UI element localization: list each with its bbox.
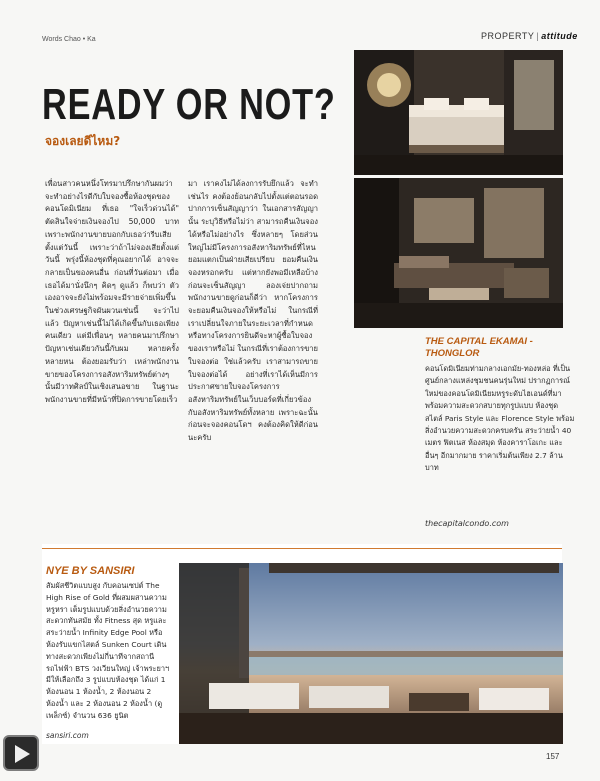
capital-caption-body: คอนโดมิเนียมท่ามกลางเอกมัย-ทองหล่อ ที่เป็นศูนย์กลางแหล่งชุมชนคนรุ่นใหม่ ปรากฏการณ์ใหม่ของคอนโดมิเนียมหรูระดับไฮเอนด์ที่มาพร้อมความสะดวกสบายทุกรูปแบบ ห้องชุดสไตล์ Paris Style และ Florence Style พร้อมสิ่งอำนวยความสะดวกครบครัน สระว่ายน้ำ 40 เมตร ฟิตเนส ห้องสมุด ห้องคาราโอเกะ และอื่นๆ อีกมากมาย ราคาเริ่มต้นเพียง 2.7 ล้านบาท — [425, 364, 575, 473]
capital-website: thecapitalcondo.com — [425, 519, 509, 528]
article-subtitle: จองเลยดีไหม? — [45, 134, 121, 148]
section-separator: | — [536, 31, 540, 41]
section-divider — [42, 548, 562, 549]
sansiri-title: NYE BY SANSIRI — [46, 565, 135, 577]
category-label: attitude — [541, 31, 578, 41]
author-credit: Words Chao • Ka — [42, 36, 96, 43]
article-title: READY OR NOT? — [42, 80, 336, 129]
section-label: PROPERTY — [481, 31, 535, 41]
capital-caption-title: THE CAPITAL EKAMAI - THONGLOR — [425, 336, 533, 359]
play-icon — [13, 744, 31, 764]
bedroom-photo — [354, 50, 563, 175]
article-column-1: เพื่อนสาวคนหนึ่งโทรมาปรึกษากันผมว่า จะทำอย่างไรดีกับใบจองซื้อห้องชุดของคอนโดมิเนียม ที่เธอ "ใจเร็วด่วนได้" ตัดสินใจจ่ายเงินจองไป 50,000 บาท เพราะพนักงานขายบอกกับเธอว่ารีบเสียตั้งแต่วันนี้ เพราะว่าถ้าไม่จองเสียตั้งแต่วันนี้ พรุ่งนี้ห้องชุดที่คุณอยากได้ อาจจะกลายเป็นของคนอื่น ก่อนที่วันต่อมา เมื่อเธอได้มานั่งนึกๆ คิดๆ ดูแล้ว ก็พบว่า ตัวเองอาจจะยังไม่พร้อมจะมีรายจ่ายเพิ่มขึ้น ในช่วงเศรษฐกิจผันผวนเช่นนี้ จะว่าไปแล้ว ปัญหาเช่นนี้ไม่ได้เกิดขึ้นกับเธอเพียงคนเดียว แต่มีเพื่อนๆ หลายคนมาปรึกษาปัญหาเช่นเดียวกันนี้กับผม หลายครั้งหลายหน ต้องยอมรับว่า เหล่าพนักงานขายของโครงการอสังหาริมทรัพย์ต่างๆ นั้นมีวาทศิลป์ในเชิงเสนอขาย ในฐานะพนักงานขายที่มีหน้าที่ปิดการขายโดยเร็ว — [45, 179, 179, 404]
page-number: 157 — [546, 752, 560, 761]
pool-terrace-photo — [179, 563, 563, 744]
sansiri-website: sansiri.com — [46, 731, 89, 740]
play-button[interactable] — [3, 735, 39, 771]
living-room-photo — [354, 178, 563, 328]
sansiri-body: สัมผัสชีวิตแบบสูง กับคอนเซปต์ The High Rise of Gold ที่ผสมผสานความหรูหรา เต็มรูปแบบด้วยสิ่งอำนวยความสะดวกทันสมัย ทั้ง Fitness สุด หรูและสระว่ายน้ำ Infinity Edge Pool หรือห้องรับแขกไสตล์ Sunken Court เดินทางสะดวกเพียงไม่กี่นาทีจากสถานีรถไฟฟ้า BTS วงเวียนใหญ่ เจ้าพระยาฯ มีให้เลือกถึง 3 รูปแบบห้องชุด ได้แก่ 1 ห้องนอน 1 ห้องน้ำ, 2 ห้องนอน 2 ห้องน้ำ และ 2 ห้องนอน 2 ห้องน้ำ (ดูเพล็กซ์) จำนวน 636 ยูนิต — [46, 581, 170, 720]
article-column-2: มา เราคงไม่ได้ลงการรับยึกแล้ว จะทำเช่นไร คงต้องย้อนกลับไปตั้งแต่ตอนรอดปากการเซ็นสัญญาว่า ในเอกสารสัญญานั้น ระบุวิธีหรือไม่ว่า สามารถคืนเงินจองได้หรือไม่อย่างไร ซึ่งหลายๆ โดยส่วนใหญ่ไม่มีโครงการอสังหาริมทรัพย์ที่ไหนยอมแตกเป็นฝ่ายเสียเปรียบ ยอมคืนเงินจองหรอกครับ แต่หากยังพอมีเหลือบ้าง ก่อนจะเซ็นสัญญา ลองเจ่ยปากถามพนักงานขายดูก่อนก็ดีว่า หากโครงการจะยอมคืนเงินจองให้หรือไม่ ในกรณีที่เราเปลี่ยนใจภายในระยะเวลาที่กำหนด หรือทางโครงการยินดีจะหาผู้ซื้อใบจองของเราหรือไม่ ในกรณีที่เราต้องการขายใบจองต่อ ใช่แล้วครับ เราสามารถขายใบจองต่อได้ อย่างที่เราได้เห็นมีการประกาศขายใบจองโครงการอสังหาริมทรัพย์ในเว็บบอร์ดที่เกี่ยวข้องกับอสังหาริมทรัพย์ทั้งหลาย เพราะฉะนั้น ก่อนจะจองคอนโดฯ คงต้องคิดให้ดีก่อนนะครับ — [188, 179, 318, 443]
section-header — [481, 31, 578, 41]
